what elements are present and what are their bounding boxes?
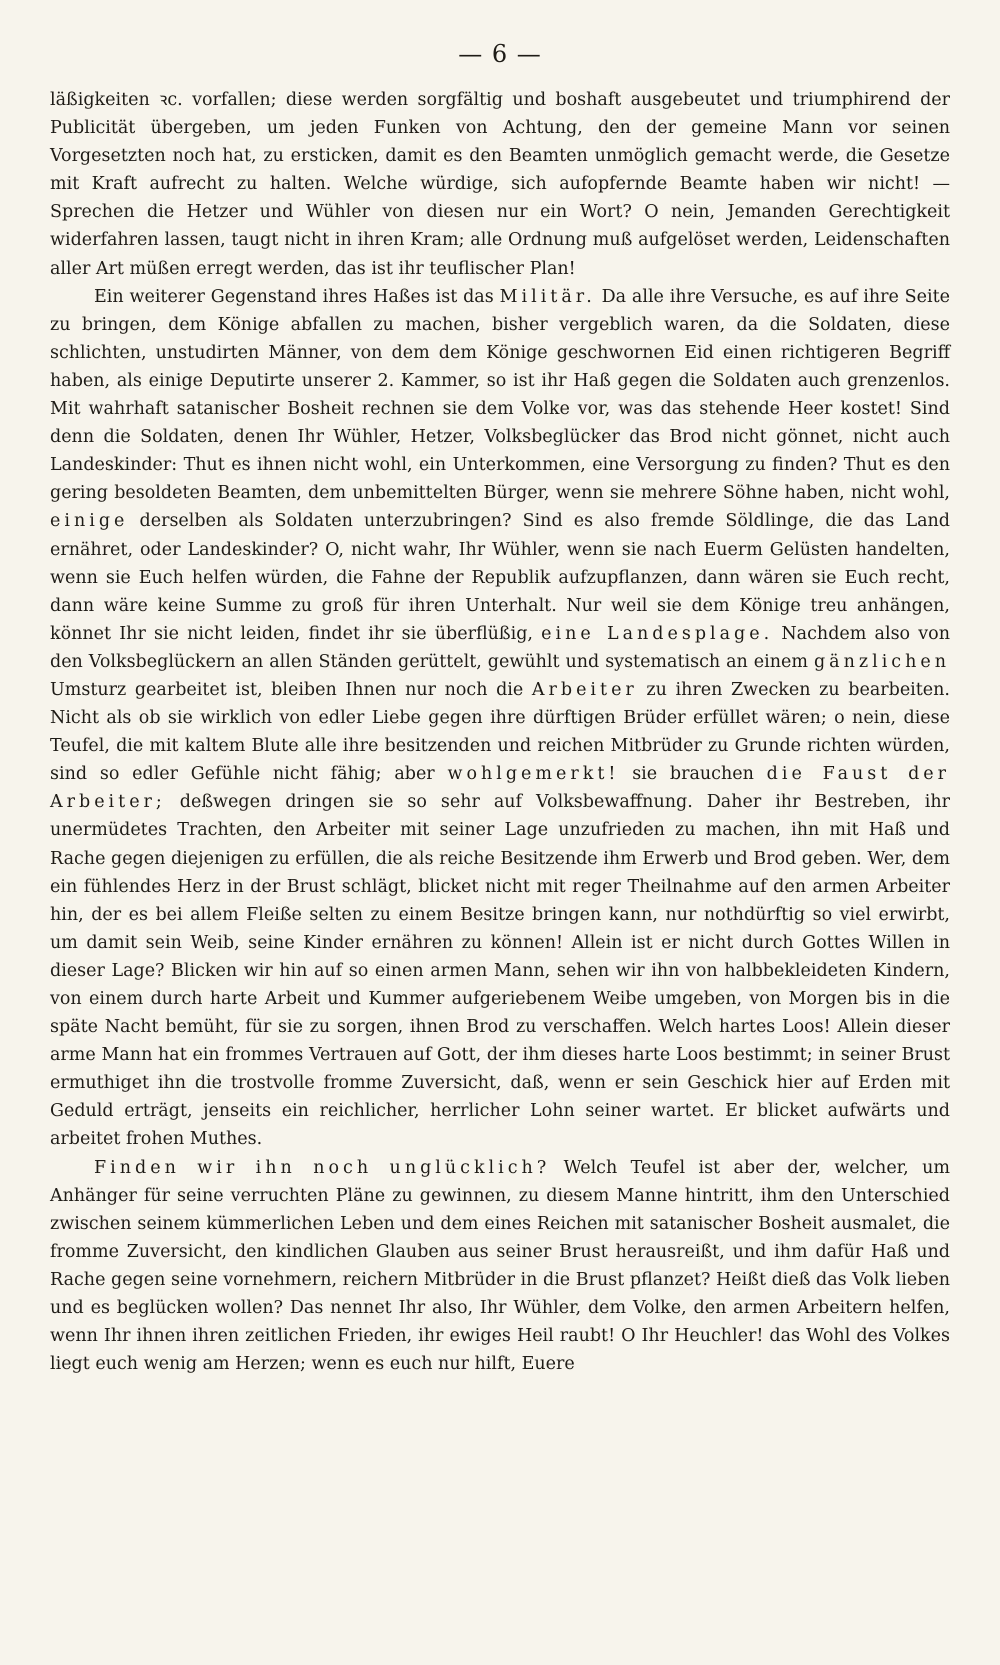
paragraph-1-text: läßigkeiten ꝛc. vorfallen; diese werden sorgfältig und boshaft ausgebeutet und triumphirend der Publicität übergeben, um jeden Funken von Achtung, den der gemeine Mann vor seinen Vorgesetzten noch hat, zu ersticken, damit es den Beamten unmöglich gemacht werde, die Gesetze mit Kraft aufrecht zu halten. Welche würdige, sich aufopfernde Beamte haben wir nicht! — Sprechen die Hetzer und Wühler von diesen nur ein Wort? O nein, Jemanden Gerechtigkeit widerfahren lassen, taugt nicht in ihren Kram; alle Ordnung muß aufgelöset werden, Leidenschaften aller Art müßen erregt werden, das ist ihr teuflischer Plan! [50, 90, 950, 279]
paragraph-2-text-5: Umsturz gearbeitet ist, bleiben Ihnen nur noch die [50, 679, 532, 700]
paragraph-2-text-2: Da alle ihre Versuche, es auf ihre Seite zu bringen, dem Könige abfallen zu machen, bisher vergeblich waren, da die Soldaten, diese schlichten, unstudirten Männer, von dem dem Könige geschwornen Eid einen richtigeren Begriff haben, als einige Deputirte unserer 2. Kammer, so ist ihr Haß gegen die Soldaten auch grenzenlos. Mit wahrhaft satanischer Bosheit rechnen sie dem Volke vor, was das stehende Heer kostet! Sind denn die Soldaten, denen Ihr Wühler, Hetzer, Volksbeglücker das Brod nicht gönnet, nicht auch Landeskinder: Thut es ihnen nicht wohl, ein Unterkommen, eine Versorgung zu finden? Thut es den gering besoldeten Beamten, dem unbemittelten Bürger, wenn sie mehrere Söhne haben, nicht wohl, [50, 286, 950, 504]
emphasis-arbeiter: Arbeiter [531, 679, 638, 700]
emphasis-wohlgemerkt: wohlgemerkt! [447, 764, 620, 785]
paragraph-2 [50, 283, 950, 1154]
emphasis-militaer: Militär. [499, 286, 596, 307]
paragraph-2-text-1: Ein weiterer Gegenstand ihres Haßes ist das [94, 286, 500, 307]
emphasis-gaenzlichen: gänzlichen [813, 651, 950, 672]
paragraph-2-text-4: Nachdem also von den Volksbeglückern an allen Ständen gerüttelt, gewühlt und systematisch an einem [50, 623, 950, 672]
paragraph-3 [50, 1154, 950, 1379]
page-body [50, 86, 950, 1378]
emphasis-eine-landesplage: eine Landesplage. [541, 623, 774, 644]
paragraph-3-text-1: Welch Teufel ist aber der, welcher, um Anhänger für seine verruchten Pläne zu gewinnen, zu diesem Manne hintritt, ihm den Unterschied zwischen seinem kümmerlichen Leben und dem eines Reichen mit satanischer Bosheit ausmalet, die fromme Zuversicht, den kindlichen Glauben aus seiner Brust herausreißt, und ihm dafür Haß und Rache gegen seine vornehmern, reichern Mitbrüder in die Brust pflanzet? Heißt dieß das Volk lieben und es beglücken wollen? Das nennet Ihr also, Ihr Wühler, dem Volke, den armen Arbeitern helfen, wenn Ihr ihnen ihren zeitlichen Frieden, ihr ewiges Heil raubt! O Ihr Heuchler! das Wohl des Volkes liegt euch wenig am Herzen; wenn es euch nur hilft, Euere [50, 1157, 950, 1375]
emphasis-einige: einige [50, 511, 129, 532]
paragraph-1 [50, 86, 950, 283]
paragraph-2-text-6: zu ihren Zwecken zu bearbeiten. Nicht als ob sie wirklich von edler Liebe gegen ihre dürftigen Brüder erfüllet wären; o nein, diese Teufel, die mit kaltem Blute alle ihre besitzenden und reichen Mitbrüder zu Grunde richten würden, sind so edler Gefühle nicht fähig; aber [50, 679, 950, 785]
paragraph-2-text-3: derselben als Soldaten unterzubringen? Sind es also fremde Söldlinge, die das Land ernähret, oder Landeskinder? O, nicht wahr, Ihr Wühler, wenn sie nach Euerm Gelüsten handelten, wenn sie Euch helfen würden, die Fahne der Republik aufzupflanzen, dann wären sie Euch recht, dann wäre keine Summe zu groß für ihren Unterhalt. Nur weil sie dem Könige treu anhängen, könnet Ihr sie nicht leiden, findet ihr sie überflüßig, [50, 511, 950, 644]
emphasis-finden-wir-ihn: Finden wir ihn noch unglücklich? [94, 1157, 551, 1178]
paragraph-2-text-7: sie brauchen [619, 764, 767, 785]
paragraph-2-text-8: deßwegen dringen sie so sehr auf Volksbewaffnung. Daher ihr Bestreben, ihr unermüdetes Trachten, den Arbeiter mit seiner Lage unzufrieden zu machen, ihn mit Haß und Rache gegen diejenigen zu erfüllen, die als reiche Besitzende ihm Erwerb und Brod geben. Wer, dem ein fühlendes Herz in der Brust schlägt, blicket nicht mit reger Theilnahme auf den armen Arbeiter hin, der es bei allem Fleiße selten zu einem Besitze bringen kann, nur nothdürftig so viel erwirbt, um damit sein Weib, seine Kinder ernähren zu können! Allein ist er nicht durch Gottes Willen in dieser Lage? Blicken wir hin auf so einen armen Mann, sehen wir ihn von halbbekleideten Kindern, von einem durch harte Arbeit und Kummer aufgeriebenem Weibe umgeben, von Morgen bis in die späte Nacht bemüht, für sie zu sorgen, ihnen Brod zu verschaffen. Welch hartes Loos! Allein dieser arme Mann hat ein frommes Vertrauen auf Gott, der ihm dieses harte Loos bestimmt; in seiner Brust ermuthiget ihn die trostvolle fromme Zuversicht, daß, wenn er sein Geschick hier auf Erden mit Geduld erträgt, jenseits ein reichlicher, herrlicher Lohn seiner wartet. Er blicket aufwärts und arbeitet frohen Muthes. [50, 792, 950, 1150]
page-number: — 6 — [458, 40, 542, 68]
emphasis-faust-der-arbeiter: die Faust der Arbeiter; [50, 764, 950, 813]
